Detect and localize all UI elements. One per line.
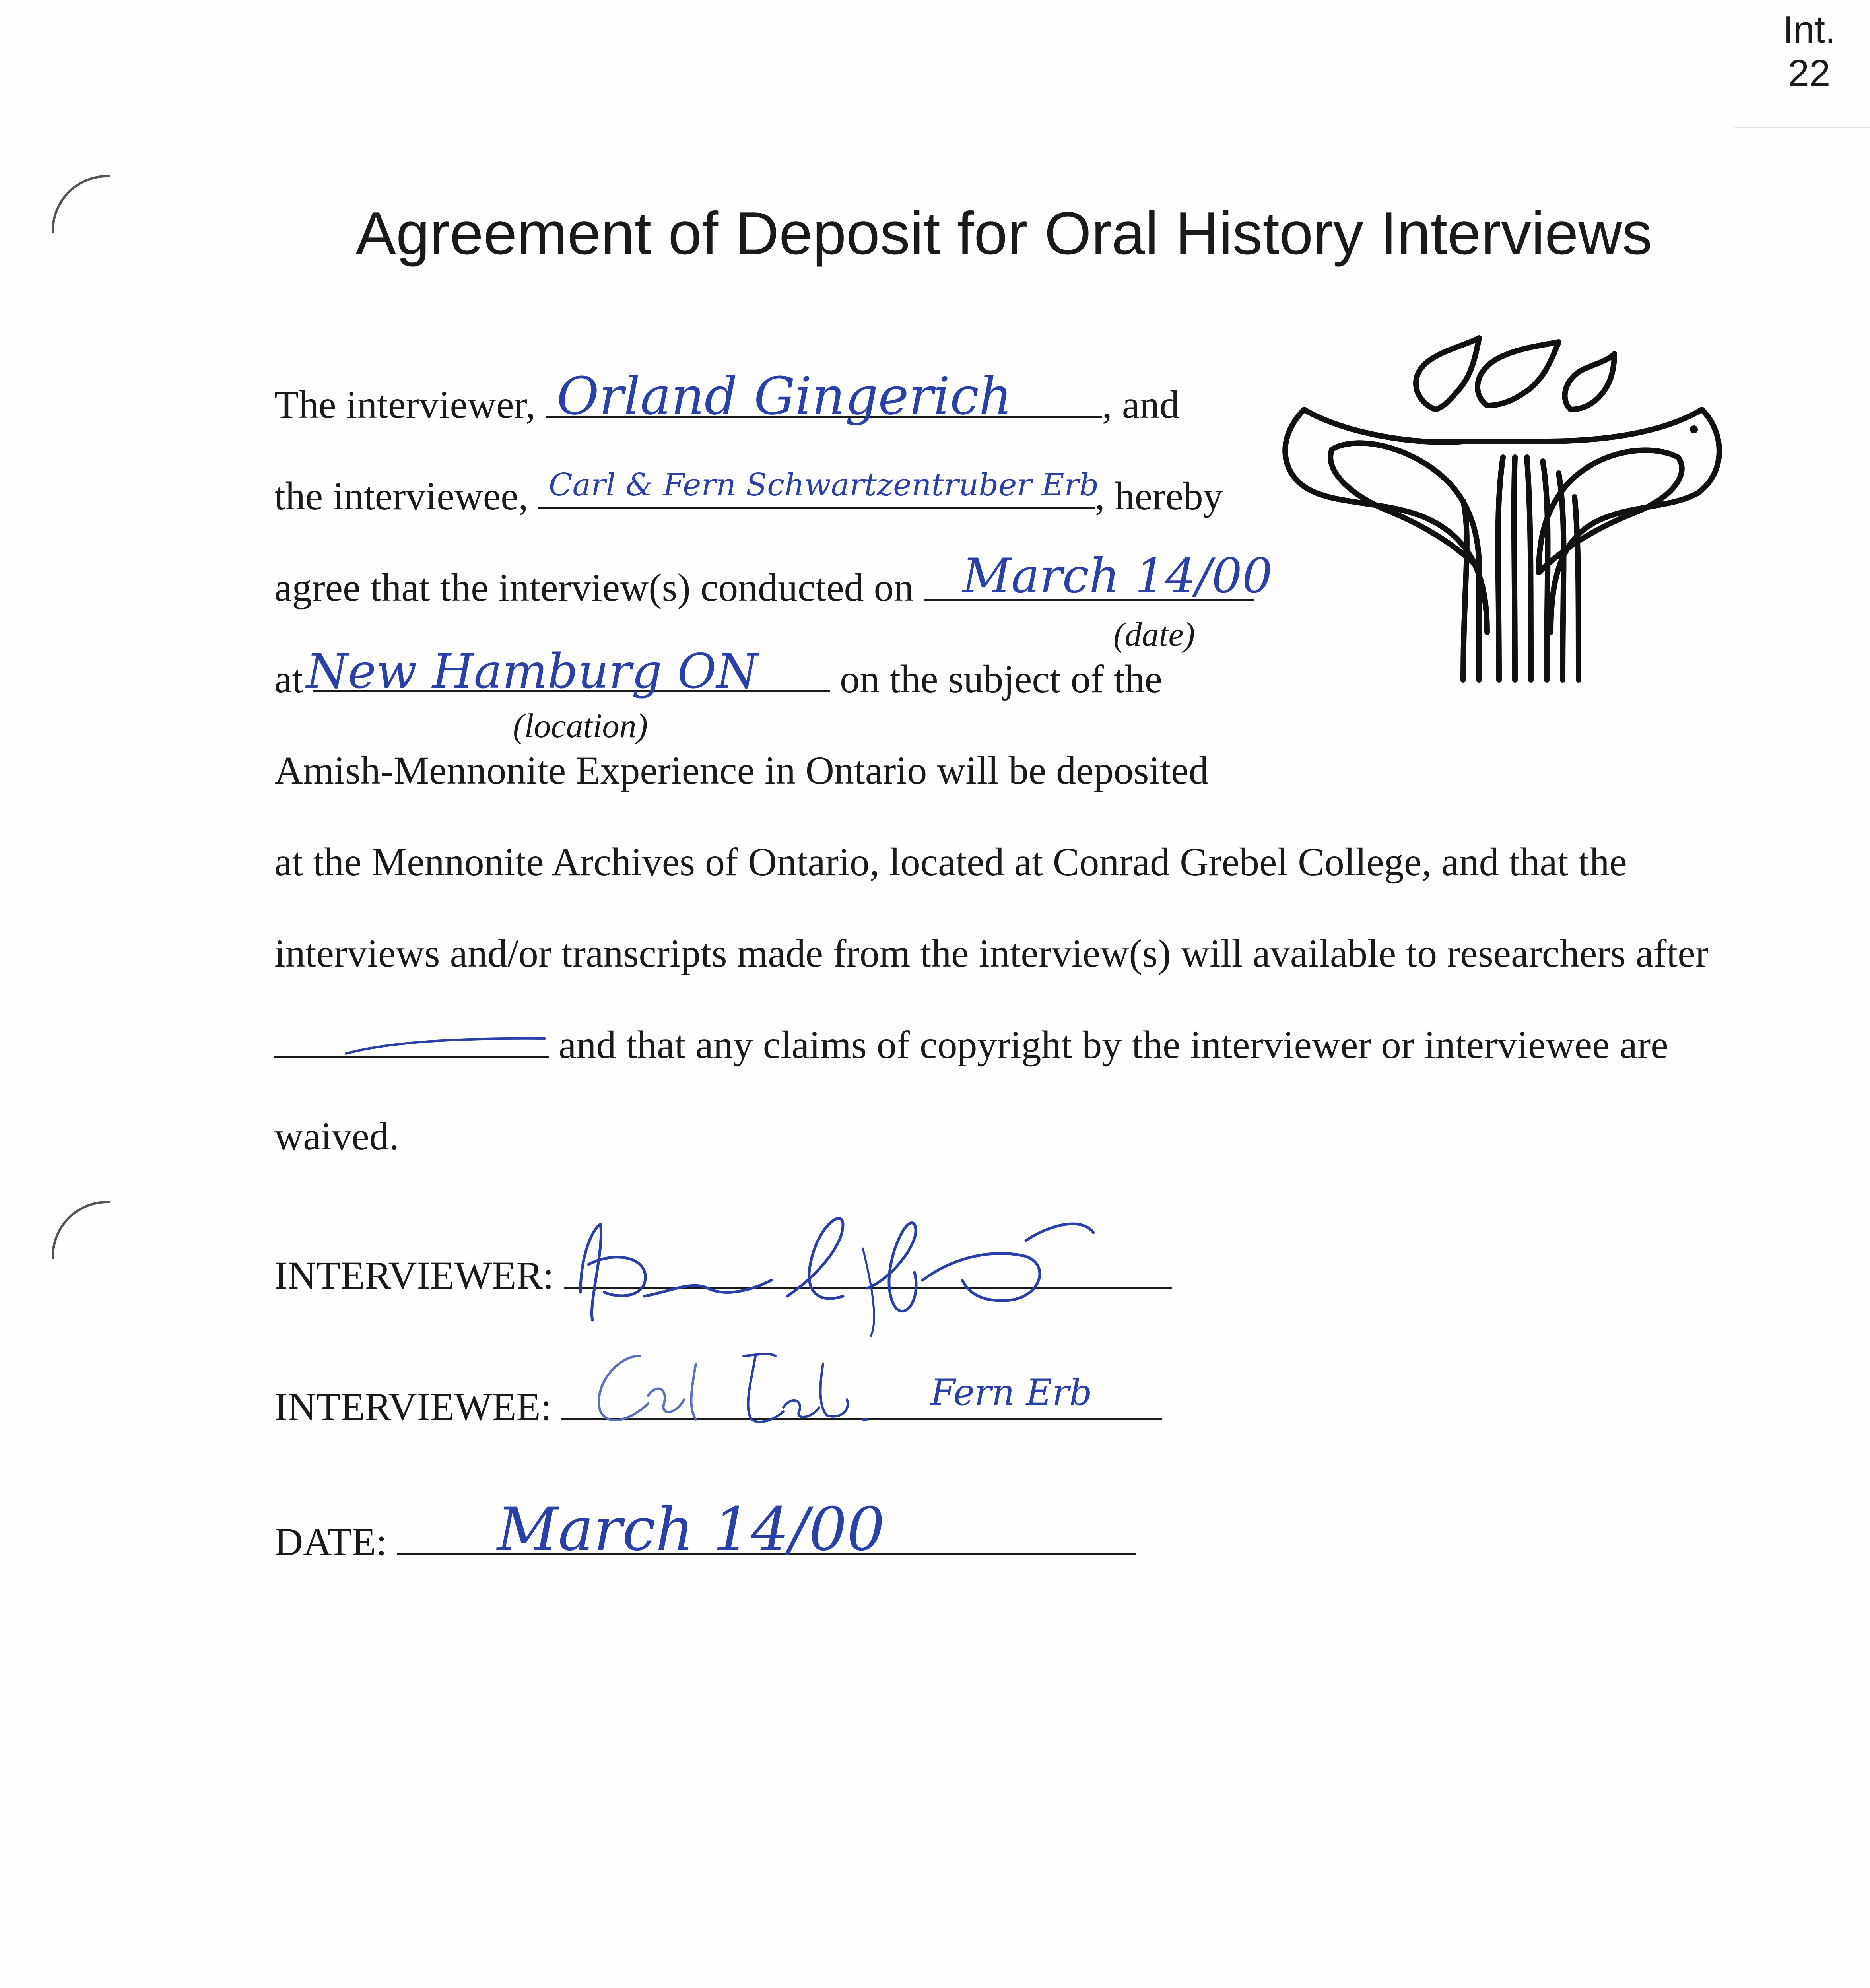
embargo-pen-stroke [342,1030,549,1062]
corner-tag [1750,8,1869,95]
agree-text: agree that the interview(s) conducted on [274,565,914,610]
interviewee-signature [577,1340,903,1431]
corner-tag-line1: Int. [1783,8,1836,51]
interviewee-name-handwritten: Carl & Fern Schwartzentruber Erb [549,467,1099,503]
punch-hole-icon [52,1201,110,1259]
paragraph-line-5: waived. [274,1114,399,1158]
subject-text: on the subject of the [840,657,1163,701]
and-text: , and [1102,382,1180,427]
interviewee-label: INTERVIEWEE: [274,1384,552,1429]
location-handwritten: New Hamburg ON [306,644,758,699]
interviewee-second-signature: Fern Erb [930,1372,1092,1413]
date-handwritten: March 14/00 [962,549,1273,604]
paragraph-line-4-text: and that any claims of copyright by the interviewer or interviewee are [559,1023,1668,1067]
hereby-text: , hereby [1095,474,1223,518]
location-caption: (location) [513,707,648,745]
interviewer-prefix: The interviewer, [274,382,536,427]
date-caption: (date) [1113,615,1195,653]
document-title: Agreement of Deposit for Oral History Interviews [355,200,1653,267]
flame-chalice-logo-icon [1264,330,1801,712]
date-label: DATE: [274,1520,387,1564]
paragraph-line-2: at the Mennonite Archives of Ontario, located at Conrad Grebel College, and that the [274,840,1627,884]
interviewer-label: INTERVIEWER: [274,1253,554,1297]
signature-date-handwritten: March 14/00 [497,1495,885,1564]
corner-tag-line2: 22 [1788,52,1831,95]
at-text: at [274,657,303,701]
interviewer-signature [565,1201,1121,1352]
paragraph-line-1: Amish-Mennonite Experience in Ontario will be deposited [274,748,1209,792]
corner-tag-divider [1734,127,1870,128]
paragraph-line-3: interviews and/or transcripts made from the interview(s) will available to researchers after [274,931,1709,975]
interviewer-name-handwritten: Orland Gingerich [557,366,1012,426]
interviewee-prefix: the interviewee, [274,474,528,518]
